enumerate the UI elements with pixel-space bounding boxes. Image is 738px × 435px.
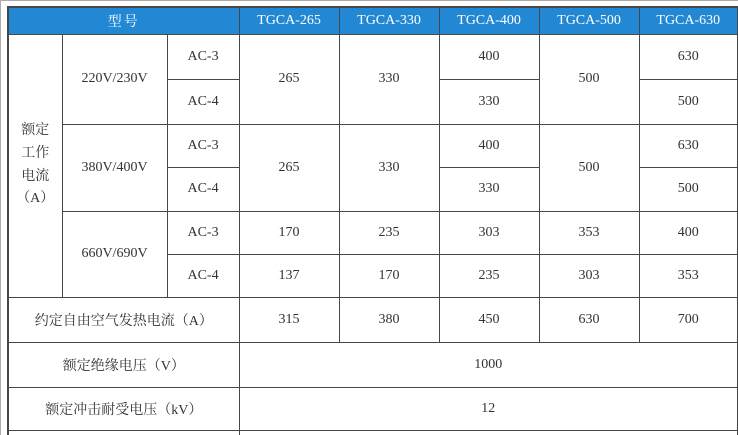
current-value-cell: 380 [339, 297, 439, 342]
rated-current-label-cell [8, 34, 62, 297]
ac-class-cell: AC-3 [167, 124, 239, 167]
rated-current-label-line: 额定 [21, 123, 50, 139]
table-row [8, 342, 738, 387]
current-value-cell: 315 [239, 297, 339, 342]
table-header-row [8, 7, 738, 34]
current-value-cell: 330 [339, 34, 439, 124]
partial-row-cell [8, 430, 239, 435]
current-value-cell: 500 [539, 124, 639, 211]
current-value-cell: 630 [539, 297, 639, 342]
current-value-cell: 303 [439, 211, 539, 254]
rated-current-label-line: 电流 [21, 168, 50, 184]
current-value-cell: 265 [239, 124, 339, 211]
model-name-cell: TGCA-400 [439, 7, 539, 34]
ac-class-cell: AC-3 [167, 34, 239, 79]
table-row [8, 34, 738, 79]
current-value-cell: 630 [639, 124, 738, 167]
contactor-spec-table [7, 6, 738, 435]
model-name-cell: TGCA-500 [539, 7, 639, 34]
current-value-cell: 700 [639, 297, 738, 342]
current-value-cell: 630 [639, 34, 738, 79]
table-row [8, 124, 738, 167]
current-value-cell: 235 [339, 211, 439, 254]
current-value-cell: 170 [239, 211, 339, 254]
table-row [8, 297, 738, 342]
partial-row-cell [239, 430, 738, 435]
rated-current-label-line: 工作 [21, 145, 50, 161]
voltage-group-cell: 220V/230V [62, 34, 167, 124]
table-row [8, 211, 738, 254]
table-row [8, 387, 738, 430]
current-value-cell: 170 [339, 254, 439, 297]
voltage-group-cell: 660V/690V [62, 211, 167, 297]
current-value-cell: 500 [639, 79, 738, 124]
rated-current-label-line: （A） [16, 191, 55, 207]
thermal-current-label-cell: 约定自由空气发热电流（A） [8, 297, 239, 342]
current-value-cell: 400 [439, 34, 539, 79]
model-name-cell: TGCA-630 [639, 7, 738, 34]
current-value-cell: 137 [239, 254, 339, 297]
impulse-voltage-label-cell: 额定冲击耐受电压（kV） [8, 387, 239, 430]
current-value-cell: 353 [639, 254, 738, 297]
current-value-cell: 235 [439, 254, 539, 297]
current-value-cell: 330 [439, 79, 539, 124]
current-value-cell: 265 [239, 34, 339, 124]
insulation-voltage-label-cell: 额定绝缘电压（V） [8, 342, 239, 387]
ac-class-cell: AC-3 [167, 211, 239, 254]
ac-class-cell: AC-4 [167, 167, 239, 211]
current-value-cell: 500 [539, 34, 639, 124]
insulation-voltage-value-cell: 1000 [239, 342, 738, 387]
current-value-cell: 400 [639, 211, 738, 254]
impulse-voltage-value-cell: 12 [239, 387, 738, 430]
table-row-partial [8, 430, 738, 435]
model-header-cell: 型号 [8, 7, 239, 34]
current-value-cell: 450 [439, 297, 539, 342]
ac-class-cell: AC-4 [167, 254, 239, 297]
voltage-group-cell: 380V/400V [62, 124, 167, 211]
current-value-cell: 330 [339, 124, 439, 211]
current-value-cell: 400 [439, 124, 539, 167]
model-name-cell: TGCA-330 [339, 7, 439, 34]
current-value-cell: 500 [639, 167, 738, 211]
current-value-cell: 330 [439, 167, 539, 211]
ac-class-cell: AC-4 [167, 79, 239, 124]
current-value-cell: 303 [539, 254, 639, 297]
current-value-cell: 353 [539, 211, 639, 254]
model-name-cell: TGCA-265 [239, 7, 339, 34]
